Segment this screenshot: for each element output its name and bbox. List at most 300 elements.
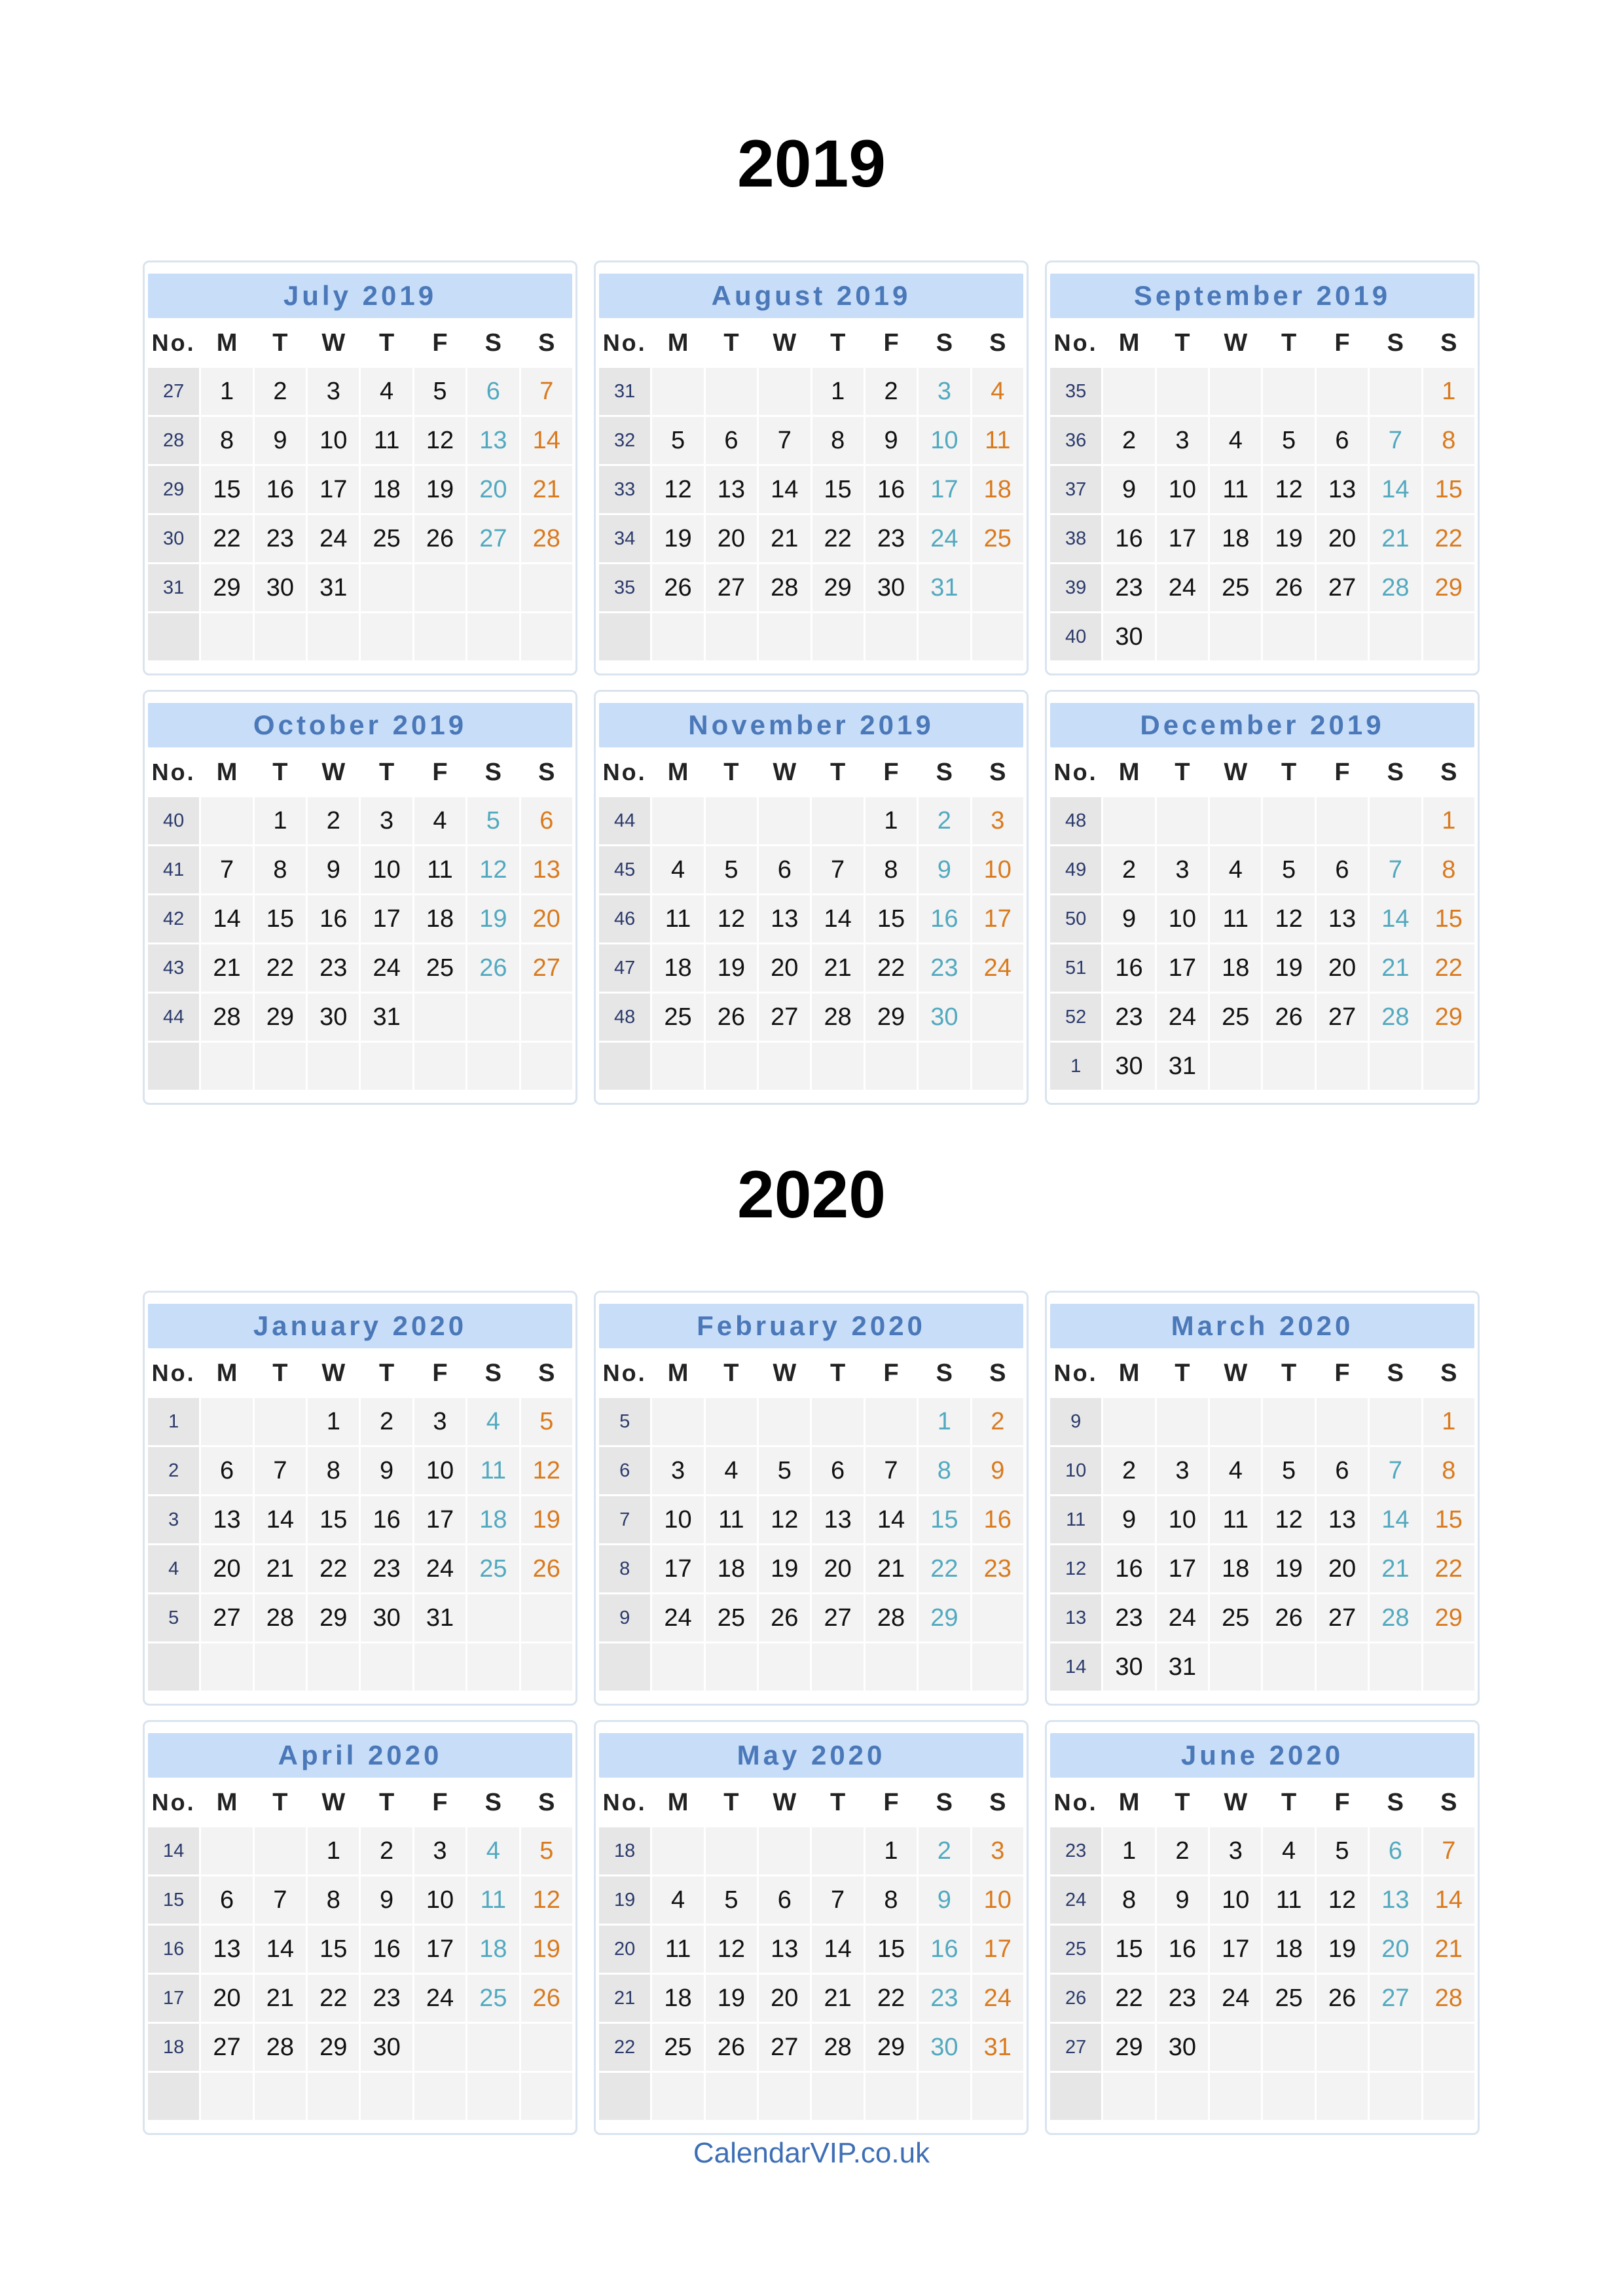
day-cell: 19 [759,1545,810,1592]
weekday-header: S [521,749,572,795]
day-cell: 8 [1103,1876,1154,1924]
day-cell: 8 [201,417,252,464]
day-cell [706,368,757,415]
weekday-header: T [812,320,864,366]
day-cell: 10 [308,417,359,464]
day-cell [361,1043,412,1090]
day-cell: 3 [972,797,1023,844]
weekday-header: T [1263,1780,1314,1825]
month-table [597,701,1025,1092]
day-cell: 2 [1103,417,1154,464]
week-number-cell: 5 [599,1398,650,1445]
day-cell [201,1827,252,1874]
day-cell: 16 [1157,1926,1208,1973]
day-cell: 14 [866,1496,917,1543]
day-cell [521,564,572,611]
day-cell: 26 [414,515,465,562]
week-number-cell: 27 [1050,2024,1101,2071]
day-cell: 18 [652,944,703,992]
day-cell: 14 [255,1926,306,1973]
day-cell: 28 [1370,1594,1421,1641]
day-cell: 20 [1370,1926,1421,1973]
day-cell [919,2073,970,2120]
day-cell: 28 [866,1594,917,1641]
month-card [594,690,1029,1105]
week-number-cell: 9 [1050,1398,1101,1445]
day-cell: 23 [919,944,970,992]
week-row [148,1496,572,1543]
week-row [148,846,572,893]
day-cell [1423,1043,1474,1090]
weekday-header: T [1263,1350,1314,1396]
day-cell [201,1043,252,1090]
day-cell: 30 [1103,1643,1154,1691]
day-cell: 7 [1370,417,1421,464]
week-number-header: No. [148,1350,199,1396]
day-cell: 1 [1423,368,1474,415]
day-cell: 17 [1157,944,1208,992]
day-cell: 4 [1210,417,1261,464]
month-title: January 2020 [148,1304,572,1348]
day-cell: 26 [652,564,703,611]
day-cell: 1 [201,368,252,415]
week-number-cell: 36 [1050,417,1101,464]
day-cell: 4 [1263,1827,1314,1874]
month-table [146,1731,574,2122]
day-cell: 11 [706,1496,757,1543]
month-card [143,1720,577,2135]
week-number-cell [148,613,199,660]
day-cell: 13 [759,1926,810,1973]
day-cell [706,1043,757,1090]
weekday-header: M [201,1780,252,1825]
day-cell: 7 [255,1447,306,1494]
day-cell [521,2073,572,2120]
day-cell: 2 [361,1398,412,1445]
day-cell: 27 [201,1594,252,1641]
day-cell: 22 [1423,515,1474,562]
day-cell: 21 [812,1975,863,2022]
weekday-header: M [1103,1780,1154,1825]
day-cell: 8 [812,417,864,464]
day-cell: 10 [414,1876,465,1924]
week-row [599,1043,1023,1090]
day-cell: 8 [1423,1447,1474,1494]
day-cell: 10 [1157,466,1208,513]
day-cell: 4 [467,1827,519,1874]
day-cell: 25 [972,515,1023,562]
day-cell [1317,2073,1368,2120]
day-cell: 10 [652,1496,703,1543]
weekday-header: T [361,749,412,795]
day-cell: 18 [1210,1545,1261,1592]
week-number-cell: 9 [599,1594,650,1641]
month-title: June 2020 [1050,1733,1474,1778]
day-cell [1157,2073,1208,2120]
weekday-header: T [812,749,863,795]
week-row [599,417,1023,464]
weekday-header: F [1317,1350,1368,1396]
day-cell [1370,613,1421,660]
weekday-header: W [308,749,359,795]
weekday-header: M [652,749,703,795]
day-cell: 15 [866,895,917,942]
day-cell: 13 [201,1496,252,1543]
week-row [599,1398,1023,1445]
day-cell [414,994,465,1041]
weekday-header: S [919,1350,970,1396]
day-cell [866,1398,917,1445]
day-cell: 23 [866,515,917,562]
week-row [1050,1398,1474,1445]
weekday-header: W [308,320,359,366]
day-cell: 5 [706,1876,757,1924]
day-cell: 3 [308,368,359,415]
month-table [1048,1731,1476,2122]
month-grid-2019 [143,260,1480,1105]
day-cell [972,564,1023,611]
weekday-header: F [866,1350,917,1396]
day-cell [706,1827,757,1874]
day-cell: 16 [1103,944,1154,992]
day-cell: 13 [521,846,572,893]
weekday-header: F [1317,749,1368,795]
day-cell: 5 [1317,1827,1368,1874]
day-cell: 21 [1423,1926,1474,1973]
week-row [599,1926,1023,1973]
day-cell: 4 [414,797,465,844]
day-cell [201,797,252,844]
week-number-cell: 41 [148,846,199,893]
weekday-header: F [414,749,465,795]
day-cell: 7 [866,1447,917,1494]
day-cell: 5 [759,1447,810,1494]
day-cell: 29 [201,564,252,611]
day-cell: 19 [414,466,465,513]
day-cell: 5 [1263,846,1314,893]
day-cell [812,1643,863,1691]
day-cell: 29 [1423,1594,1474,1641]
day-cell: 21 [1370,1545,1421,1592]
weekday-header: M [1103,1350,1154,1396]
month-table [1048,272,1476,662]
day-cell: 26 [759,1594,810,1641]
day-cell: 9 [972,1447,1023,1494]
day-cell: 15 [1423,466,1474,513]
week-number-cell: 38 [1050,515,1101,562]
week-number-cell: 1 [148,1398,199,1445]
weekday-header: M [1103,749,1154,795]
day-cell: 24 [1157,1594,1208,1641]
week-number-cell: 4 [148,1545,199,1592]
day-cell [414,1643,465,1691]
week-number-cell: 8 [599,1545,650,1592]
day-cell: 6 [1317,846,1368,893]
day-cell: 26 [706,994,757,1041]
day-cell: 21 [1370,944,1421,992]
month-table [597,1731,1025,2122]
day-cell [652,1827,703,1874]
day-cell: 16 [361,1496,412,1543]
day-cell [812,613,864,660]
day-cell: 30 [1103,613,1154,660]
day-cell: 1 [308,1398,359,1445]
week-number-cell [599,1043,650,1090]
day-cell: 16 [866,466,917,513]
day-cell: 18 [467,1926,519,1973]
week-number-cell: 33 [599,466,650,513]
weekday-header: S [972,1350,1023,1396]
week-number-cell: 7 [599,1496,650,1543]
week-row [1050,944,1474,992]
week-number-cell: 2 [148,1447,199,1494]
day-cell: 29 [308,1594,359,1641]
day-cell: 28 [201,994,252,1041]
month-title: November 2019 [599,703,1023,747]
week-number-cell: 27 [148,368,199,415]
day-cell [467,613,519,660]
day-cell: 16 [1103,1545,1154,1592]
day-cell: 17 [1157,1545,1208,1592]
day-cell: 11 [361,417,412,464]
day-cell: 25 [1210,564,1261,611]
day-cell: 6 [1317,1447,1368,1494]
day-cell: 14 [1423,1876,1474,1924]
day-cell: 2 [972,1398,1023,1445]
weekday-header: S [1370,1350,1421,1396]
day-cell [919,1043,970,1090]
day-cell: 19 [1263,944,1314,992]
day-cell [521,1594,572,1641]
month-card [594,260,1029,675]
week-row [148,1975,572,2022]
day-cell: 19 [467,895,519,942]
week-number-header: No. [1050,1780,1101,1825]
day-cell: 8 [866,1876,917,1924]
day-cell: 3 [414,1827,465,1874]
weekday-header: W [759,1780,810,1825]
day-cell: 27 [1317,994,1368,1041]
week-number-cell: 25 [1050,1926,1101,1973]
day-cell: 6 [521,797,572,844]
week-number-cell [599,2073,650,2120]
week-number-cell: 11 [1050,1496,1101,1543]
day-cell: 29 [308,2024,359,2071]
day-cell [866,613,917,660]
day-cell: 8 [1423,846,1474,893]
weekday-header: W [759,1350,810,1396]
weekday-header: T [255,320,306,366]
week-row [599,994,1023,1041]
day-cell: 12 [467,846,519,893]
week-number-cell: 19 [599,1876,650,1924]
day-cell: 6 [467,368,519,415]
weekday-header: T [1157,1350,1208,1396]
day-cell: 24 [308,515,359,562]
day-cell: 1 [1423,797,1474,844]
day-cell: 16 [919,895,970,942]
day-cell: 28 [1370,994,1421,1041]
day-cell: 7 [812,1876,863,1924]
day-cell [467,1643,519,1691]
day-cell: 15 [1103,1926,1154,1973]
day-cell: 21 [255,1545,306,1592]
day-cell: 3 [652,1447,703,1494]
day-cell: 15 [919,1496,970,1543]
weekday-header: S [1423,1780,1474,1825]
day-cell [972,1043,1023,1090]
day-cell [919,1643,970,1691]
day-cell [1423,2073,1474,2120]
day-cell [972,613,1023,660]
day-cell [972,994,1023,1041]
weekday-header: T [812,1350,863,1396]
month-title: August 2019 [599,274,1023,318]
day-cell: 30 [1103,1043,1154,1090]
weekday-header: W [1210,1350,1261,1396]
week-row [599,1496,1023,1543]
day-cell: 17 [919,466,970,513]
day-cell: 19 [521,1926,572,1973]
day-cell [759,1643,810,1691]
weekday-header: T [361,320,412,366]
week-row [1050,994,1474,1041]
day-cell: 10 [414,1447,465,1494]
week-row [148,1447,572,1494]
day-cell [1370,797,1421,844]
site-footer-link[interactable]: CalendarVIP.co.uk [693,2137,930,2169]
day-cell: 13 [1317,895,1368,942]
day-cell: 7 [1423,1827,1474,1874]
day-cell [1423,1643,1474,1691]
weekday-header: S [1423,749,1474,795]
day-cell: 5 [1263,1447,1314,1494]
week-row [1050,613,1474,660]
day-cell [1157,613,1208,660]
weekday-header: T [1263,320,1314,366]
day-cell: 2 [1103,1447,1154,1494]
day-cell [1317,1643,1368,1691]
day-cell: 23 [1103,994,1154,1041]
day-cell [1210,797,1261,844]
day-cell: 25 [467,1975,519,2022]
day-cell: 7 [255,1876,306,1924]
week-row [1050,1545,1474,1592]
day-cell [1157,1398,1208,1445]
day-cell: 27 [521,944,572,992]
week-row [148,2073,572,2120]
day-cell: 2 [1157,1827,1208,1874]
day-cell [1263,613,1314,660]
week-row [599,1447,1023,1494]
weekday-header: W [759,749,810,795]
weekday-header: M [201,320,252,366]
day-cell: 12 [521,1876,572,1924]
day-cell: 4 [652,1876,703,1924]
day-cell [1370,2024,1421,2071]
day-cell: 18 [1263,1926,1314,1973]
month-title: September 2019 [1050,274,1474,318]
day-cell: 27 [1317,1594,1368,1641]
day-cell: 24 [414,1545,465,1592]
weekday-header: S [521,1350,572,1396]
weekday-header: S [1423,320,1474,366]
day-cell: 30 [866,564,917,611]
day-cell [255,1643,306,1691]
day-cell: 12 [1263,466,1314,513]
weekday-header: S [467,1350,519,1396]
day-cell: 12 [706,1926,757,1973]
day-cell: 17 [652,1545,703,1592]
day-cell [361,2073,412,2120]
week-number-cell: 31 [148,564,199,611]
weekday-header: S [919,1780,970,1825]
weekday-header: S [521,320,572,366]
day-cell: 30 [919,2024,970,2071]
day-cell: 11 [1210,1496,1261,1543]
day-cell: 20 [1317,1545,1368,1592]
month-title: December 2019 [1050,703,1474,747]
day-cell [1370,1398,1421,1445]
day-cell: 23 [255,515,306,562]
day-cell: 28 [1370,564,1421,611]
day-cell [652,613,703,660]
week-row [1050,895,1474,942]
week-number-cell: 44 [599,797,650,844]
day-cell [1210,2073,1261,2120]
day-cell [1210,2024,1261,2071]
day-cell: 15 [201,466,252,513]
weekday-header: F [866,320,917,366]
day-cell: 22 [255,944,306,992]
day-cell: 24 [361,944,412,992]
week-number-header: No. [599,1780,650,1825]
day-cell: 23 [308,944,359,992]
week-number-cell: 16 [148,1926,199,1973]
day-cell: 2 [919,1827,970,1874]
weekday-header: S [972,1780,1023,1825]
day-cell: 25 [1210,1594,1261,1641]
week-row [599,515,1023,562]
day-cell [308,613,359,660]
day-cell: 25 [652,994,703,1041]
weekday-header: F [866,1780,917,1825]
day-cell [1263,1398,1314,1445]
week-number-header: No. [1050,1350,1101,1396]
day-cell [866,1643,917,1691]
week-row [148,994,572,1041]
day-cell: 11 [1210,466,1261,513]
day-cell: 19 [706,944,757,992]
day-cell: 22 [812,515,864,562]
week-row [148,1876,572,1924]
week-number-cell: 14 [148,1827,199,1874]
day-cell: 7 [1370,846,1421,893]
week-number-cell: 44 [148,994,199,1041]
day-cell: 6 [1370,1827,1421,1874]
week-number-cell: 18 [148,2024,199,2071]
day-cell: 13 [467,417,519,464]
day-cell: 20 [201,1975,252,2022]
day-cell [201,1643,252,1691]
day-cell [467,2073,519,2120]
week-number-cell: 22 [599,2024,650,2071]
week-row [1050,2073,1474,2120]
week-number-cell: 29 [148,466,199,513]
day-cell: 22 [201,515,252,562]
week-number-cell: 35 [599,564,650,611]
weekday-header: F [1317,1780,1368,1825]
